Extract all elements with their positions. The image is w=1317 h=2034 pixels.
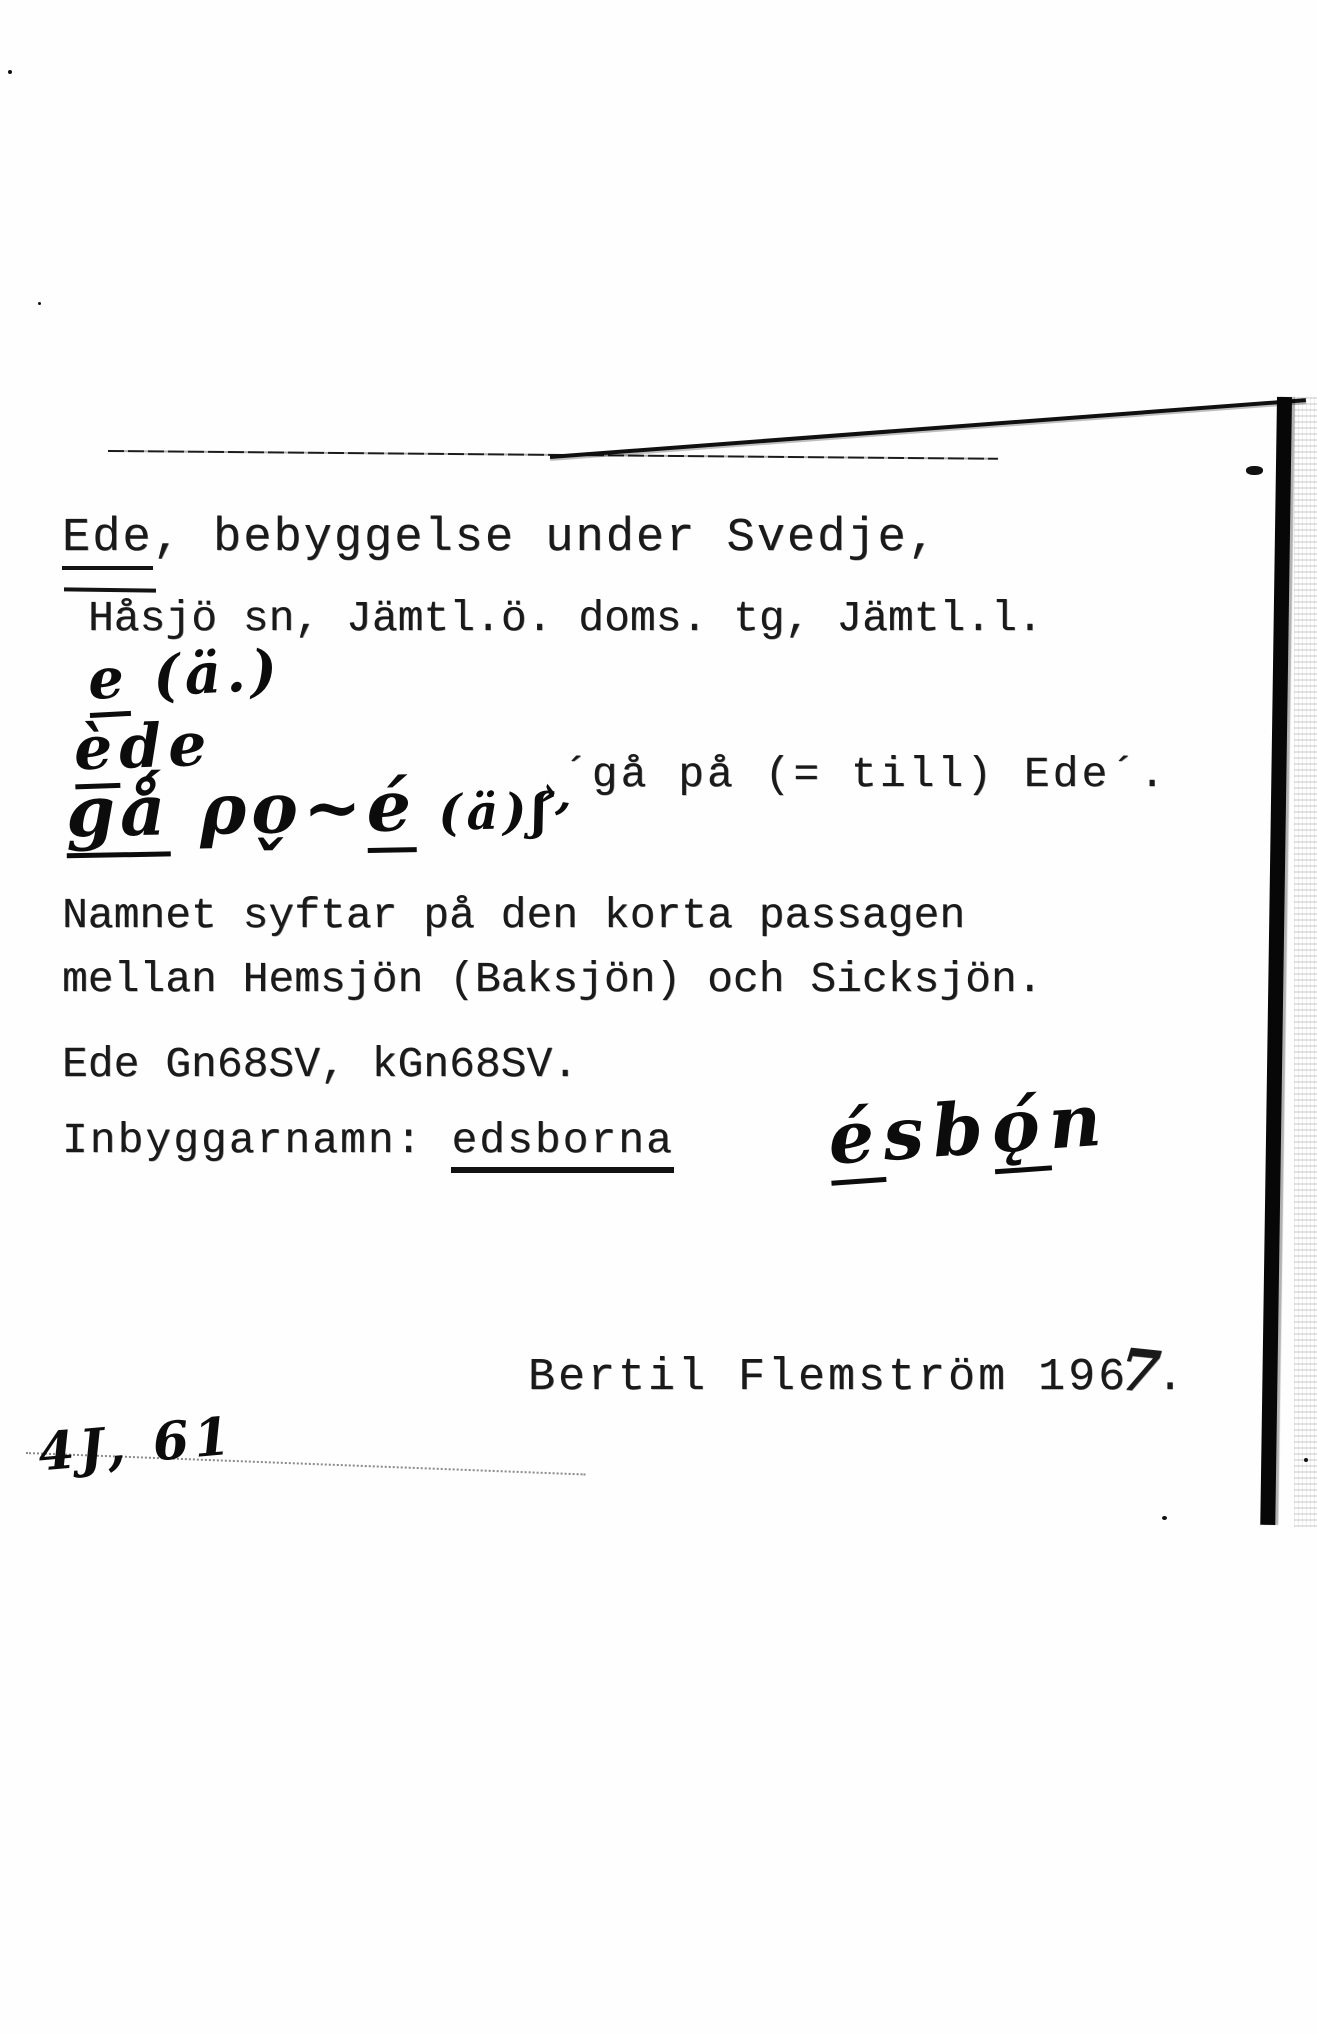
phonetic-chars: sb <box>880 1084 995 1177</box>
phonetic-char: ǫ́ <box>989 1081 1052 1175</box>
headword-line <box>62 512 938 566</box>
signature-line <box>528 1335 1187 1407</box>
scan-edge-bar <box>1260 397 1292 1525</box>
signature-period: . <box>1156 1352 1187 1403</box>
phonetic-rest: (ä)ʃ <box>415 781 554 843</box>
phonetic-rest: de <box>117 709 215 783</box>
reference-line: Ede Gn68SV, kGn68SV. <box>62 1040 579 1089</box>
insertion-mark: ›, <box>536 765 577 822</box>
phonetic-char: n <box>1045 1076 1113 1166</box>
scan-margin-texture <box>1294 397 1317 1527</box>
ink-speck <box>38 302 41 305</box>
phonetic-char: é <box>825 1092 886 1186</box>
ink-speck <box>1304 1458 1308 1462</box>
ink-speck <box>1246 466 1263 475</box>
inhabitant-name: edsborna <box>451 1116 673 1173</box>
headword-double-underline <box>64 587 156 592</box>
ink-speck <box>1162 1516 1167 1520</box>
body-text-line: mellan Hemsjön (Baksjön) och Sicksjön. <box>62 955 1043 1004</box>
body-text-line: Namnet syftar på den korta passagen <box>62 891 966 940</box>
phonetic-word: gǻ <box>65 768 171 858</box>
phonetic-note-3 <box>65 762 553 853</box>
handwritten-year-digit: 7 <box>1116 1335 1164 1407</box>
location-line: Håsjö sn, Jämtl.ö. doms. tg, Jämtl.l. <box>88 594 1043 643</box>
phonetic-char: è <box>73 713 121 790</box>
phonetic-word: ρo̬~ <box>169 765 368 852</box>
usage-phrase: ´gå på (= till) Ede´. <box>563 750 1168 799</box>
ink-speck <box>8 70 12 74</box>
phonetic-char: é <box>366 764 417 853</box>
inhabitant-label: Inbyggarnamn: <box>62 1116 424 1165</box>
headword-rest: , bebyggelse under Svedje, <box>152 512 938 565</box>
signature-name: Bertil Flemström 196 <box>528 1352 1129 1403</box>
card-edge-line <box>550 398 1306 459</box>
phonetic-note-1 <box>86 637 283 713</box>
headword: Ede <box>62 512 153 570</box>
archive-note: 4J, 61 <box>35 1405 238 1484</box>
phonetic-char: e <box>86 645 130 718</box>
inhabitant-phonetic <box>825 1076 1112 1180</box>
phonetic-rest: (ä.) <box>126 636 284 711</box>
inhabitant-line <box>62 1116 674 1165</box>
